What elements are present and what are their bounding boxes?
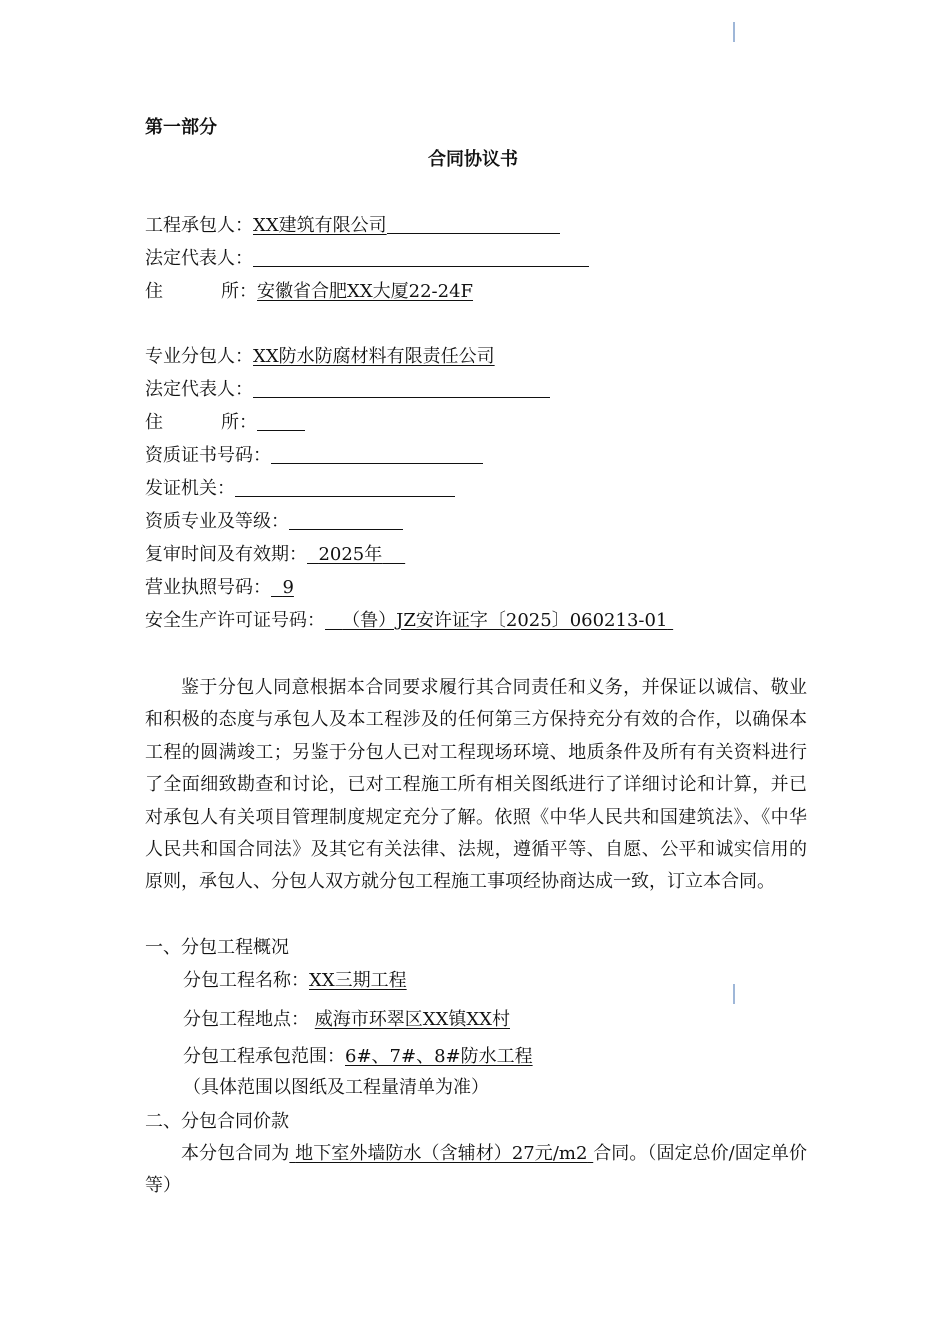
contractor-name-row	[145, 214, 560, 238]
sub-safety-value	[325, 610, 673, 631]
contractor-name-blank	[387, 215, 560, 234]
sub-cert-blank	[271, 445, 483, 464]
project-location-label: 分包工程地点：	[183, 1009, 309, 1030]
sub-license-value-text: 9	[282, 577, 294, 598]
document-title: 合同协议书	[428, 149, 518, 170]
sub-safety-label: 安全生产许可证号码：	[145, 610, 325, 631]
project-scope-row	[183, 1045, 533, 1069]
sub-safety-value-text: （鲁）JZ安许证字〔2025〕060213-01	[342, 610, 668, 631]
section2-title: 二、分包合同价款	[145, 1111, 289, 1132]
sub-license-label: 营业执照号码：	[145, 577, 271, 598]
sub-issuer-label: 发证机关：	[145, 478, 235, 499]
sub-rep-blank	[253, 379, 550, 398]
project-name-label: 分包工程名称：	[183, 970, 309, 991]
project-location-value: 威海市环翠区XX镇XX村	[314, 1009, 510, 1030]
sub-review-value	[307, 544, 405, 565]
text-cursor-mark	[733, 22, 735, 42]
sub-name-label: 专业分包人：	[145, 346, 253, 367]
contractor-name-label: 工程承包人：	[145, 215, 253, 236]
contractor-address-value: 安徽省合肥XX大厦22-24F	[257, 281, 474, 302]
contract-price-value	[289, 1143, 593, 1164]
contractor-address-label: 住	[145, 281, 163, 302]
sub-rep-row	[145, 378, 550, 402]
sub-issuer-row	[145, 477, 455, 501]
sub-address-row	[145, 411, 305, 435]
project-name-value: XX三期工程	[309, 970, 407, 991]
sub-cert-label: 资质证书号码：	[145, 445, 271, 466]
sub-grade-label: 资质专业及等级：	[145, 511, 289, 532]
text-cursor-mark	[733, 984, 735, 1004]
sub-license-row	[145, 576, 294, 600]
contractor-address-label-suffix: 所：	[221, 281, 257, 302]
contract-price-value-text: 地下室外墙防水（含辅材）27元/m2	[295, 1143, 588, 1164]
sub-address-label: 住	[145, 412, 163, 433]
sub-review-label: 复审时间及有效期：	[145, 544, 307, 565]
sub-address-blank	[257, 412, 305, 431]
project-location-row	[183, 1008, 510, 1032]
contractor-rep-label: 法定代表人：	[145, 248, 253, 269]
contract-price-suffix: 合同。（固定总价/固定单价等）	[145, 1143, 807, 1197]
sub-cert-row	[145, 444, 483, 468]
sub-issuer-blank	[235, 478, 455, 497]
sub-license-value	[271, 577, 294, 598]
sub-name-row	[145, 345, 495, 369]
contractor-rep-blank	[253, 248, 589, 267]
contract-price-prefix: 本分包合同为	[181, 1143, 290, 1164]
sub-grade-blank	[289, 511, 403, 530]
sub-address-label-suffix: 所：	[221, 412, 257, 433]
project-scope-value: 6#、7#、8#防水工程	[345, 1046, 533, 1067]
contractor-name-value: XX建筑有限公司	[253, 215, 387, 236]
preamble-paragraph: 鉴于分包人同意根据本合同要求履行其合同责任和义务，并保证以诚信、敬业和积极的态度与承包人及本工程涉及的任何第三方保持充分有效的合作，以确保本工程的圆满竣工；另鉴于分包人已对工程现场环境、地质条件及所有有关资料进行了全面细致勘查和讨论，已对工程施工所有相关图纸进行了详细讨论和计算，并已对承包人有关项目管理制度规定充分了解。依照《中华人民共和国建筑法》、《中华人民共和国合同法》及其它有关法律、法规，遵循平等、自愿、公平和诚实信用的原则，承包人、分包人双方就分包工程施工事项经协商达成一致，订立本合同。	[145, 677, 807, 893]
sub-review-value-text: 2025年	[318, 544, 383, 565]
contractor-rep-row	[145, 247, 589, 271]
sub-name-value: XX防水防腐材料有限责任公司	[253, 346, 495, 367]
sub-rep-label: 法定代表人：	[145, 379, 253, 400]
section1-title: 一、分包工程概况	[145, 937, 289, 958]
sub-safety-row	[145, 609, 673, 633]
project-scope-note: （具体范围以图纸及工程量清单为准）	[183, 1077, 489, 1098]
sub-grade-row	[145, 510, 403, 534]
sub-review-row	[145, 543, 405, 567]
project-scope-label: 分包工程承包范围：	[183, 1046, 345, 1067]
part-label: 第一部分	[145, 117, 217, 138]
project-name-row	[183, 969, 407, 993]
contractor-address-row	[145, 280, 473, 304]
contract-price-paragraph	[145, 1138, 807, 1203]
